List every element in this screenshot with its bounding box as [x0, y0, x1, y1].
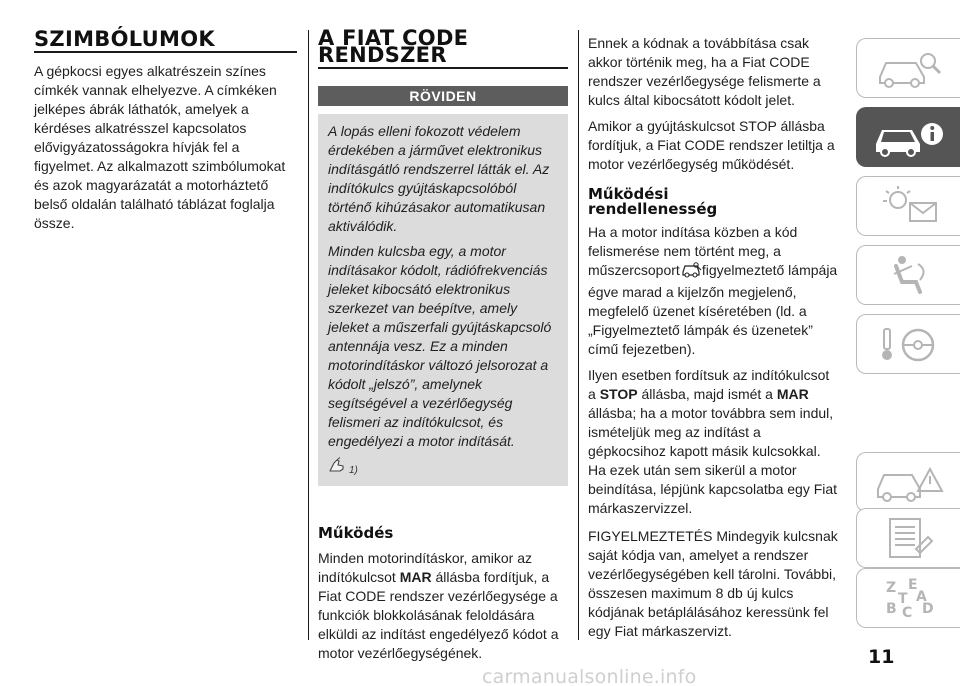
heading-line-1: A FIAT CODE [318, 26, 469, 50]
stop-position-paragraph: Amikor a gyújtáskulcsot STOP állásba fordítjuk, a Fiat CODE rendszer letiltja a motor vezérlőegység működését. [588, 118, 835, 172]
chapter-tab-safety[interactable] [856, 245, 960, 305]
car-info-icon [872, 114, 946, 160]
malfunction-paragraph [588, 223, 840, 359]
chapter-tab-index[interactable] [856, 568, 960, 628]
summary-paragraph-2: Minden kulcsba egy, a motor indításakor kódolt, rádiófrekvenciás jeleket kibocsátó elektronikus szerkezet van beépítve, amely jeleket a műszerfali gyújtáskapcsoló antennája vesz. Ez a minden motorindításkor változó jelsorozat a kódolt „jelszó”, amelynek segítségével a vezérlőegység felismeri az indítókulcsot, és engedélyezi a motor indítását. [328, 243, 552, 449]
subheading-malfunction [588, 187, 840, 217]
fiat-code-warning-icon [680, 261, 702, 283]
section-heading-symbols: SZIMBÓLUMOK [34, 30, 297, 53]
column-divider [578, 30, 579, 640]
chapter-tab-warning-lights[interactable] [856, 176, 960, 236]
svg-text:E: E [907, 577, 918, 593]
text-segment: Ilyen esetben fordítsuk az indítókulcsot a [588, 367, 830, 402]
note-hand-icon [328, 457, 346, 476]
code-transmission-paragraph: Ennek a kódnak a továbbítása csak akkor történik meg, ha a Fiat CODE rendszer vezérlőegysége felismerte a kulcs által kibocsátott kódolt jelet. [588, 35, 821, 108]
chapter-tab-maintenance[interactable] [856, 508, 960, 568]
svg-text:T: T [897, 591, 908, 607]
heading-line-2: RENDSZER [318, 43, 447, 67]
bold-mar: MAR [399, 569, 432, 585]
chapter-tab-emergency[interactable] [856, 452, 960, 512]
svg-text:A: A [915, 589, 927, 605]
column-1 [34, 27, 297, 233]
column-divider [308, 30, 309, 640]
column-3 [588, 34, 840, 641]
summary-paragraph-1: A lopás elleni fokozott védelem érdekében a járművet elektronikus indításgátló rendszerrel látták el. Az indítókulcs gyújtáskapcsolóból történő kihúzásakor automatikusan aktiválódik. [328, 123, 550, 234]
maintenance-list-icon [872, 515, 946, 561]
car-magnifier-icon [872, 45, 946, 91]
warning-paragraph: FIGYELMEZTETÉS Mindegyik kulcsnak saját kódja van, amelyet a rendszer vezérlőegységében kell tárolni. További, összesen maximum 8 db új kulcs kódjának betáplálásához keressünk fel egy Fiat márkaszervizt. [588, 528, 838, 639]
svg-text:D: D [921, 601, 934, 617]
footnote-label: 1) [349, 465, 358, 476]
svg-text:C: C [901, 605, 912, 621]
retry-paragraph [588, 366, 840, 518]
watermark: carmanualsonline.info [482, 666, 697, 686]
text-segment: állásba fordítjuk, a Fiat CODE rendszer vezérlőegysége a funkciók blokkolásának feloldására elküldi az indítást engedélyező kódot a motor vezérlőegységének. [318, 569, 559, 661]
bold-mar: MAR [776, 386, 809, 402]
footnote-reference [328, 457, 558, 476]
summary-band: RÖVIDEN [318, 86, 568, 106]
car-warning-icon [872, 459, 946, 505]
subheading-operation: Működés [318, 524, 394, 542]
bold-stop: STOP [599, 386, 638, 402]
warning-light-envelope-icon [872, 183, 946, 229]
text-segment: állásba; ha a motor továbbra sem indul, ismételjük meg az indítást a gépkocsihoz kapott másik kulcsokkal. Ha ezek után sem sikerül a motor beindítása, lépjünk kapcsolatba egy Fiat márkaszervizzel. [588, 405, 838, 516]
subheading-line-1: Működési [588, 185, 669, 203]
alphabet-index-icon [872, 575, 946, 621]
operation-paragraph [318, 549, 568, 663]
column-2 [318, 26, 568, 663]
key-steering-wheel-icon [872, 321, 946, 367]
seated-passenger-airbag-icon [872, 252, 946, 298]
symbols-paragraph: A gépkocsi egyes alkatrészein színes címkék vannak elhelyezve. A címkéken jelképes ábrák láthatók, amelyek a kérdéses alkatrésszel kapcsolatos elővigyázatosságokra hívják fel a figyelmet. Az alkalmazott szimbólumokat és azok magyarázatát a motorháztető belső oldalán található táblázat foglalja össze. [34, 63, 286, 231]
text-segment: figyelmeztető lámpája égve marad a kijelzőn megjelenő, megfelelő üzenet kíséretében (ld. a „Figyelmeztető lámpák és üzenetek” című fejezetben). [588, 262, 838, 357]
chapter-tab-knowing-car[interactable] [856, 107, 960, 167]
summary-box [318, 114, 568, 486]
text-segment: Minden motorindításkor, amikor az indítókulcsot [318, 550, 532, 585]
svg-text:B: B [885, 601, 897, 617]
chapter-tab-starting-driving[interactable] [856, 314, 960, 374]
text-segment: állásba, majd ismét a [637, 386, 777, 402]
section-heading-fiat-code [318, 26, 568, 69]
subheading-line-2: rendellenesség [588, 200, 718, 218]
chapter-tab-dashboard[interactable] [856, 38, 960, 98]
svg-text:Z: Z [885, 580, 896, 596]
text-segment: Ha a motor indítása közben a kód felismerése nem történt meg, a műszercsoport [588, 224, 798, 278]
page-number: 11 [868, 646, 895, 668]
